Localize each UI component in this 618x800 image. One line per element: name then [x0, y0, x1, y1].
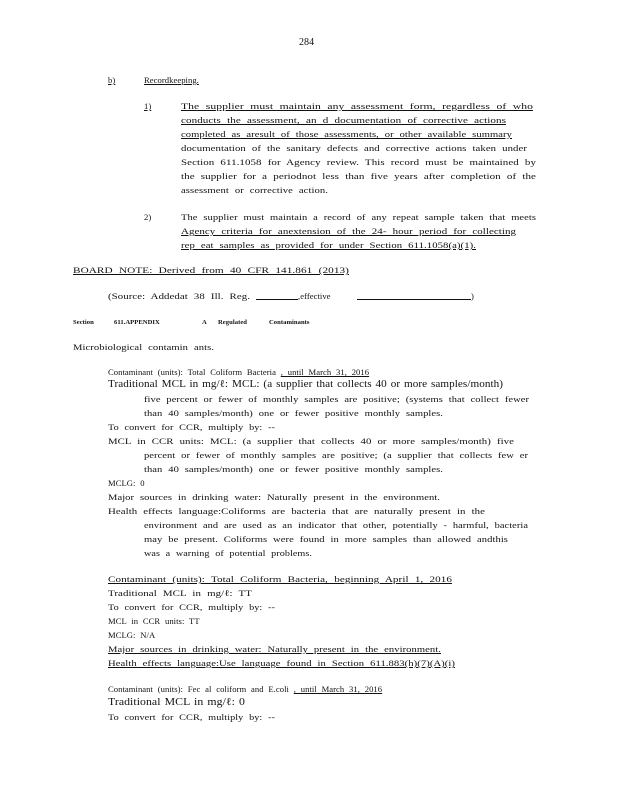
- section-label: Section: [73, 319, 94, 326]
- item-1-line: Section 611.1058 for Agency review. This record must be maintained by: [181, 157, 536, 167]
- block1-contaminant-prefix: Contaminant (units): Total Coliform Bacteria: [108, 367, 281, 377]
- block2-convert: To convert for CCR, multiply by: --: [108, 602, 275, 612]
- block1-health-cont: environment and are used as an indicator that other, potentially - harmful, bacteria: [144, 520, 528, 530]
- block1-health-cont: may be present. Coliforms were found in more samples than allowed andthis: [144, 534, 508, 544]
- block2-contaminant: Contaminant (units): Total Coliform Bacteria, beginning April 1, 2016: [108, 574, 452, 584]
- block1-mcl-cont: five percent or fewer of monthly samples are positive; (systems that collect fewer: [144, 394, 529, 404]
- item-2-number: 2): [144, 212, 152, 222]
- block1-traditional-mcl: Traditional MCL in mg/ℓ: MCL: (a supplier that collects 40 or more samples/month): [108, 379, 504, 390]
- block2-health: Health effects language:Use language found in Section 611.883(h)(7)(A)(i): [108, 658, 455, 668]
- block1-mcl-cont: than 40 samples/month) one or fewer positive monthly samples.: [144, 408, 443, 418]
- block2-sources: Major sources in drinking water: Naturally present in the environment.: [108, 644, 441, 654]
- source-suffix: ): [471, 291, 474, 301]
- section-regulated: Regulated: [218, 319, 248, 326]
- block3-contaminant: [108, 684, 382, 694]
- item-1-line: assessment or corrective action.: [181, 185, 328, 195]
- source-effective: ,effective: [298, 291, 331, 301]
- block1-ccr: MCL in CCR units: MCL: (a supplier that collects 40 or more samples/month) five: [108, 436, 514, 446]
- source-blank-effective: [357, 299, 471, 300]
- source-blank-date: [256, 299, 298, 300]
- section-number: 611.APPENDIX: [114, 319, 160, 326]
- item-1-line: conducts the assessment, an d documentation of corrective actions: [181, 115, 506, 125]
- block1-contaminant: [108, 367, 369, 377]
- source-prefix: (Source: Addedat 38 Ill. Reg.: [108, 291, 250, 301]
- item-2-line: The supplier must maintain a record of any repeat sample taken that meets: [181, 212, 536, 222]
- item-1-line: The supplier must maintain any assessment form, regardless of who: [181, 101, 533, 111]
- microbiological-heading: Microbiological contamin ants.: [73, 342, 214, 352]
- item-2-line: Agency criteria for anextension of the 24- hour period for collecting: [181, 226, 516, 236]
- block3-traditional-mcl: Traditional MCL in mg/ℓ: 0: [108, 697, 245, 708]
- block1-health: Health effects language:Coliforms are bacteria that are naturally present in the: [108, 506, 486, 516]
- block1-ccr-cont: than 40 samples/month) one or fewer positive monthly samples.: [144, 464, 443, 474]
- recordkeeping-heading: Recordkeeping.: [144, 75, 199, 85]
- item-1-number: 1): [144, 101, 152, 111]
- block1-ccr-cont: percent or fewer of monthly samples are positive; (a supplier that collects few er: [144, 450, 528, 460]
- item-1-line: documentation of the sanitary defects and corrective actions taken under: [181, 143, 527, 153]
- item-1-line: the supplier for a periodnot less than five years after completion of the: [181, 171, 536, 181]
- board-note: BOARD NOTE: Derived from 40 CFR 141.861 (2013): [73, 265, 349, 275]
- block1-sources: Major sources in drinking water: Naturally present in the environment.: [108, 492, 440, 502]
- block2-mclg: MCLG: N/A: [108, 630, 156, 640]
- block1-contaminant-date: , until March 31, 2016: [280, 367, 370, 377]
- section-appendix-letter: A: [202, 319, 207, 326]
- block3-convert: To convert for CCR, multiply by: --: [108, 712, 275, 722]
- block1-convert: To convert for CCR, multiply by: --: [108, 422, 275, 432]
- page-number: 284: [299, 37, 315, 48]
- block2-ccr: MCL in CCR units: TT: [108, 616, 200, 626]
- subsection-marker: b): [108, 75, 116, 85]
- block2-traditional-mcl: Traditional MCL in mg/ℓ: TT: [108, 588, 252, 598]
- block3-contaminant-prefix: Contaminant (units): Fec al coliform and E.coli: [108, 684, 294, 694]
- block1-mclg: MCLG: 0: [108, 478, 145, 488]
- block1-health-cont: was a warning of potential problems.: [144, 548, 312, 558]
- section-contaminants: Contaminants: [269, 319, 310, 326]
- item-1-line: completed as aresult of those assessments, or other available summary: [181, 129, 512, 139]
- item-2-line: rep eat samples as provided for under Section 611.1058(a)(1).: [181, 240, 476, 250]
- block3-contaminant-date: , until March 31, 2016: [293, 684, 383, 694]
